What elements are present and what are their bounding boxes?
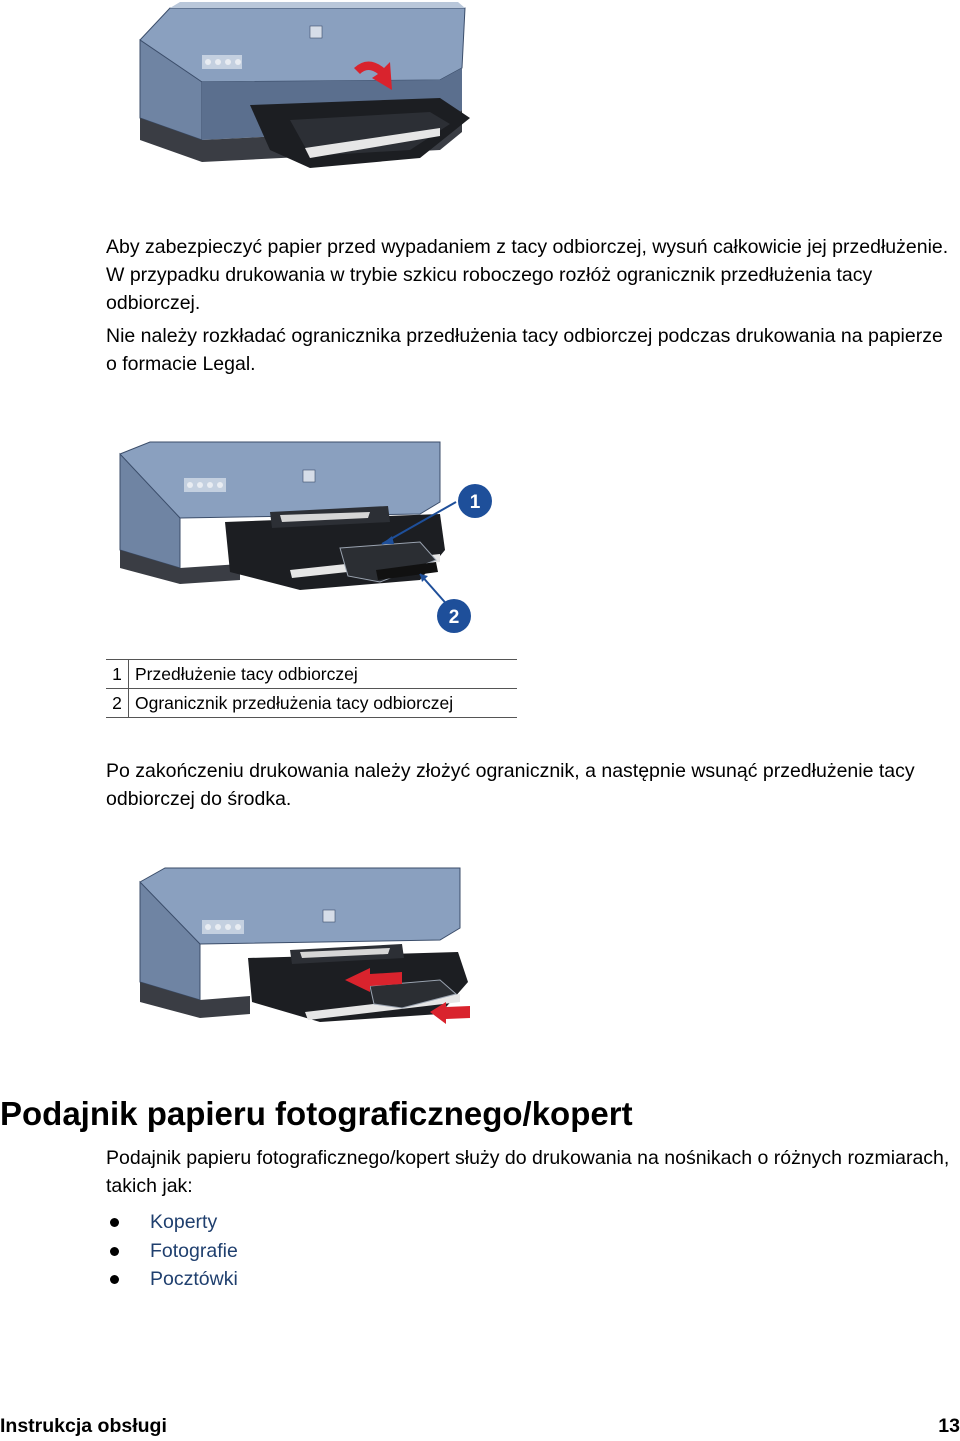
callout-label: Przedłużenie tacy odbiorczej: [129, 660, 518, 689]
control-panel: [202, 920, 244, 934]
table-row: [106, 689, 517, 718]
section-title: Podajnik papieru fotograficznego/kopert: [0, 1095, 633, 1132]
hp-logo-icon: [323, 910, 335, 922]
list-item: [106, 1237, 238, 1266]
control-panel: [202, 55, 242, 69]
callout-marker-1: [458, 484, 492, 518]
media-list: [106, 1208, 238, 1294]
callout-number: 2: [106, 689, 129, 718]
paragraph-extend-tray: Aby zabezpieczyć papier przed wypadaniem z tacy odbiorczej, wysuń całkowicie jej przedłużenie. W przypadku drukowania w trybie szkicu roboczego rozłóż ogranicznik przedłużenia tacy odbiorczej.: [106, 236, 949, 314]
bullet-icon: [110, 1247, 119, 1256]
paragraph-legal-note: Nie należy rozkładać ogranicznika przedłużenia tacy odbiorczej podczas drukowania na papierze o formacie Legal.: [106, 325, 943, 375]
table-row: [106, 660, 517, 689]
bullet-icon: [110, 1275, 119, 1284]
svg-text:2: 2: [448, 607, 460, 628]
bullet-icon: [110, 1218, 119, 1227]
hp-logo-icon: [310, 26, 322, 38]
paragraph-photo-tray: Podajnik papieru fotograficznego/kopert służy do drukowania na nośnikach o różnych rozmiarach, takich jak:: [106, 1147, 950, 1197]
svg-text:1: 1: [469, 492, 481, 513]
callout-number: 1: [106, 660, 129, 689]
link-koperty[interactable]: Koperty: [150, 1211, 218, 1233]
callout-table: [106, 659, 517, 718]
callout-label: Ogranicznik przedłużenia tacy odbiorczej: [129, 689, 518, 718]
list-item: [106, 1208, 238, 1237]
link-fotografie[interactable]: Fotografie: [150, 1239, 238, 1262]
printer-illustration-tray-fold: [140, 0, 485, 172]
printer-illustration-callouts: [120, 440, 481, 635]
page-number: 13: [938, 1415, 960, 1437]
link-pocztowki[interactable]: Pocztówki: [150, 1268, 238, 1290]
footer-title: Instrukcja obsługi: [0, 1415, 167, 1437]
list-item: [106, 1265, 238, 1294]
hp-logo-icon: [303, 470, 315, 482]
printer-illustration-tray-retract: [140, 862, 480, 1040]
callout-marker-2: [437, 599, 471, 633]
paragraph-after-printing: Po zakończeniu drukowania należy złożyć ogranicznik, a następnie wsunąć przedłużenie tacy odbiorczej do środka.: [106, 760, 915, 810]
control-panel: [184, 478, 226, 492]
